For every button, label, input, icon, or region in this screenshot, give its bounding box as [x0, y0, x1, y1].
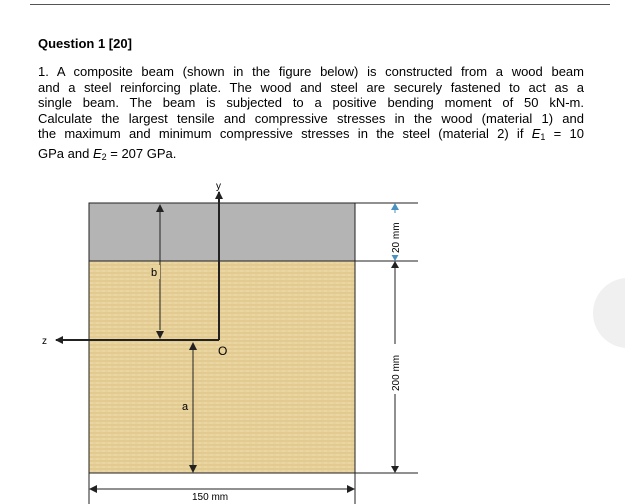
width-label: 150 mm: [192, 492, 229, 503]
e1-subscript: 1: [540, 132, 546, 143]
origin-label: O: [218, 344, 228, 358]
question-line-4: Calculate the largest tensile and compressive stresses in the wood (material 1) and: [38, 110, 584, 126]
e1-symbol: E: [531, 126, 541, 142]
line6-text: GPa and: [38, 145, 93, 161]
steel-height-head-top: [391, 203, 399, 210]
wood-height-label: 200 mm: [391, 354, 402, 391]
question-title: Question 1 [20]: [38, 36, 132, 51]
question-line-2: and a steel reinforcing plate. The wood and steel are securely fastened to act as a: [38, 79, 584, 95]
wood-height-head-bottom: [391, 466, 399, 473]
e2-symbol: E: [92, 145, 102, 161]
wood-height-head-top: [391, 261, 399, 268]
y-axis-label: y: [216, 181, 221, 192]
e1-value: = 10: [545, 126, 584, 142]
dim-a-label: a: [182, 401, 189, 413]
question-line-3: single beam. The beam is subjected to a positive bending moment of 50 kN-m.: [38, 95, 584, 111]
steel-height-label: 20 mm: [391, 222, 402, 253]
steel-plate: [89, 203, 355, 261]
steel-height-head-bottom: [391, 254, 399, 261]
e2-subscript: 2: [101, 151, 107, 162]
dim-b-label: b: [151, 267, 158, 279]
line5-text: the maximum and minimum compressive stresses in the steel (material 2) if: [38, 126, 532, 142]
width-head-left: [89, 485, 97, 493]
z-axis-label: z: [42, 336, 47, 347]
wood-beam: [89, 261, 355, 473]
width-head-right: [347, 485, 355, 493]
question-line-1: 1. A composite beam (shown in the figure below) is constructed from a wood beam: [38, 64, 584, 79]
e2-value: = 207 GPa.: [106, 145, 177, 161]
